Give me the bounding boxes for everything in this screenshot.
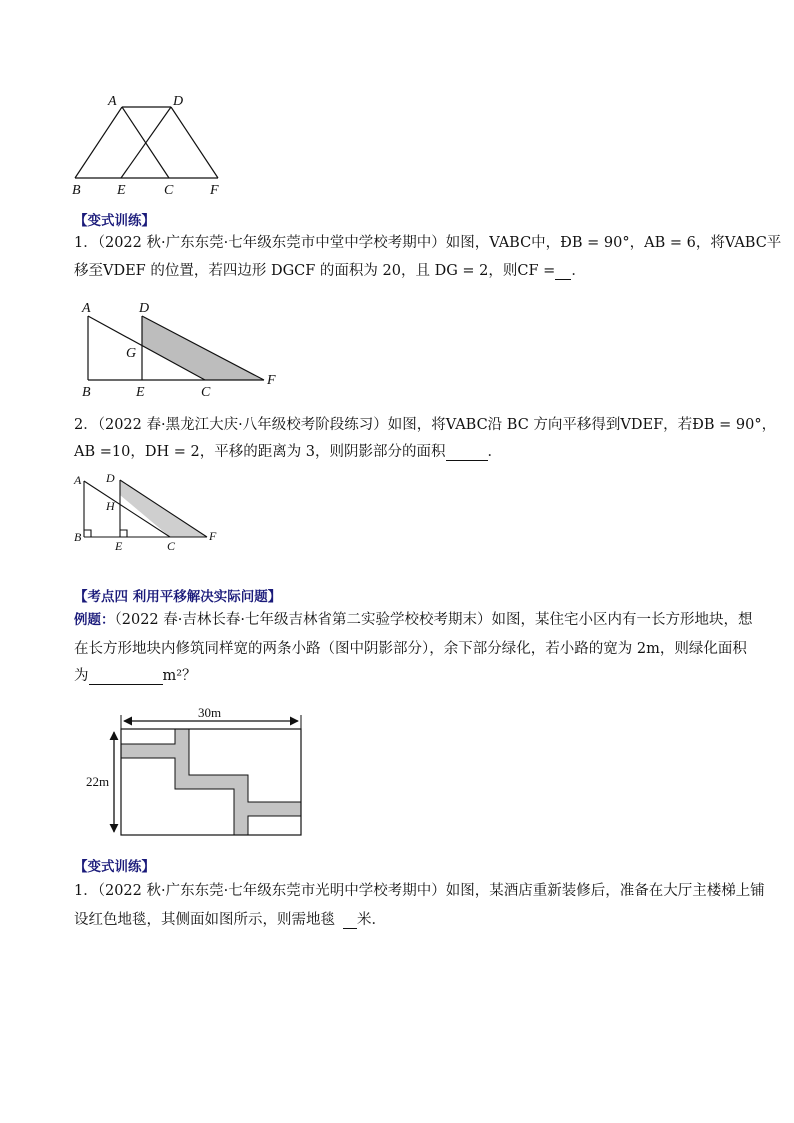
- fig3-label-D: D: [106, 471, 115, 485]
- fig2-label-E: E: [136, 385, 145, 400]
- fig3-label-H: H: [106, 499, 115, 513]
- example-line-1-text: （2022 春·吉林长春·七年级吉林省第二实验学校校考期末）如图，某住宅小区内有一长方形地块，想: [114, 612, 753, 628]
- problem-3-unit: 米．: [357, 912, 386, 928]
- fig3-label-C: C: [167, 539, 176, 553]
- fig1-label-B: B: [72, 183, 81, 198]
- example-line-2: 在长方形地块内修筑同样宽的两条小路（图中阴影部分），余下部分绿化，若小路的宽为 2m，则绿化面积: [74, 641, 747, 657]
- fig4-path-region: [121, 729, 301, 835]
- section-heading-training: 【变式训练】: [74, 213, 155, 229]
- problem-2-line-2-text: AB =10，DH = 2，平移的距离为 3，则阴影部分的面积: [74, 444, 446, 460]
- fig1-label-C: C: [164, 183, 174, 198]
- answer-blank[interactable]: [343, 914, 357, 929]
- problem-3-line-2: [74, 911, 386, 929]
- example-unit: m²？: [162, 668, 197, 684]
- section-heading-training-2: 【变式训练】: [74, 859, 155, 875]
- fig3-label-E: E: [115, 539, 123, 553]
- fig2-label-C: C: [201, 385, 211, 400]
- fig2-label-A: A: [82, 301, 91, 316]
- problem-3-line-2-text: 设红色地毯，其侧面如图所示，则需地毯: [74, 912, 335, 928]
- fig2-label-D: D: [139, 301, 150, 316]
- problem-2-line-1: 2．（2022 春·黑龙江大庆·八年级校考阶段练习）如图，将VABC沿 BC 方向平移得到VDEF，若ÐB = 90°，: [74, 417, 777, 433]
- problem-1-line-1: 1．（2022 秋·广东东莞·七年级东莞市中堂中学校考期中）如图，VABC中，ÐB = 90°，AB = 6，将VABC平: [74, 235, 782, 251]
- problem-1-line-2-text: 移至VDEF 的位置，若四边形 DGCF 的面积为 20，且 DG = 2，则CF =: [74, 263, 556, 279]
- fig1-label-D: D: [173, 94, 184, 109]
- fig3-label-F: F: [209, 529, 217, 543]
- fig3-label-B: B: [74, 530, 82, 544]
- fig3-label-A: A: [74, 473, 82, 487]
- problem-3-line-1: 1．（2022 秋·广东东莞·七年级东莞市光明中学校考期中）如图，某酒店重新装修后，准备在大厅主楼梯上铺: [74, 883, 765, 899]
- fig1-label-A: A: [108, 94, 117, 109]
- fig4-width-label: 30m: [198, 705, 222, 720]
- problem-1-period: ．: [571, 263, 586, 279]
- fig1-label-F: F: [210, 183, 219, 198]
- section-heading-topic-4: 【考点四 利用平移解决实际问题】: [74, 589, 282, 605]
- example-line-3-text: 为: [74, 668, 89, 684]
- example-label: 例题：: [74, 612, 115, 628]
- fig2-label-B: B: [82, 385, 91, 400]
- fig2-label-G: G: [126, 346, 137, 361]
- fig1-label-E: E: [117, 183, 126, 198]
- fig2-label-F: F: [267, 373, 276, 388]
- fig4-height-label: 22m: [86, 774, 110, 789]
- problem-2-period: ．: [487, 444, 503, 460]
